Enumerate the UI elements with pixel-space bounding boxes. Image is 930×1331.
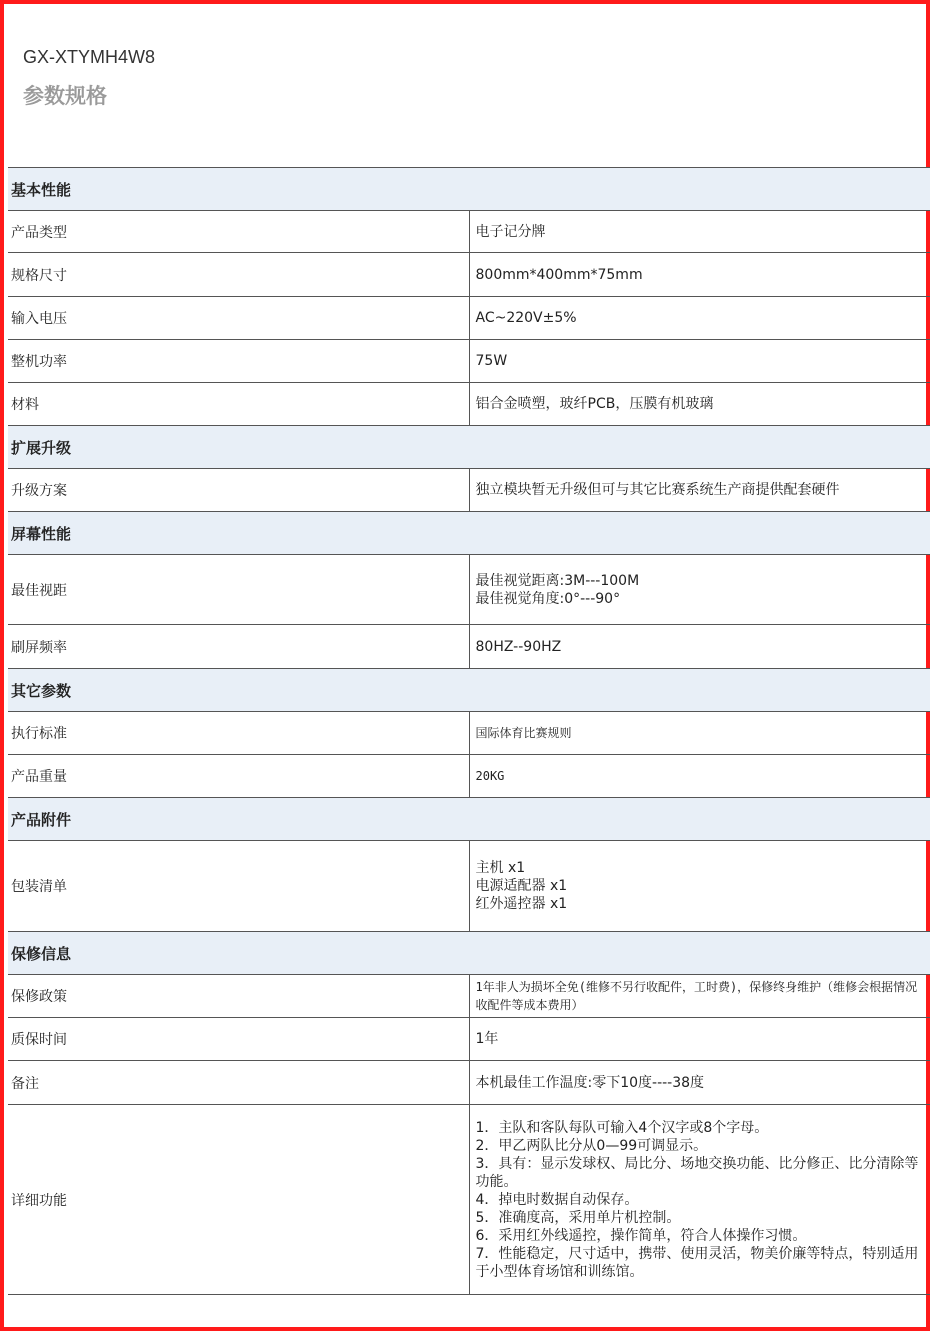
section-title: 屏幕性能 (8, 512, 930, 555)
spec-value-line: 独立模块暂无升级但可与其它比赛系统生产商提供配套硬件 (475, 482, 840, 498)
spec-value (469, 755, 930, 798)
spec-value (469, 712, 930, 755)
spec-value (469, 625, 930, 669)
section-header-row (8, 512, 930, 555)
section-title: 扩展升级 (8, 426, 930, 469)
spec-row (8, 712, 930, 755)
page-title: 参数规格 (23, 84, 107, 108)
spec-value-line: AC~220V±5% (475, 310, 577, 326)
spec-value (469, 1061, 930, 1105)
section-header-row (8, 669, 930, 712)
spec-label: 规格尺寸 (8, 253, 469, 297)
spec-value-line: 最佳视觉距离:3M---100M (475, 572, 640, 589)
spec-value-line: 7．性能稳定，尺寸适中，携带、使用灵活，物美价廉等特点，特别适用于小型体育场馆和训练馆。 (475, 1245, 919, 1280)
section-title: 保修信息 (8, 932, 930, 975)
spec-row (8, 253, 930, 297)
spec-value-line: 3．具有：显示发球权、局比分、场地交换功能、比分修正、比分清除等功能。 (475, 1155, 919, 1190)
spec-label: 质保时间 (8, 1018, 469, 1061)
spec-value-line: 1．主队和客队每队可输入4个汉字或8个字母。 (475, 1119, 769, 1136)
spec-value (469, 340, 930, 383)
spec-value-line: 75W (475, 353, 508, 369)
spec-row (8, 1061, 930, 1105)
spec-value (469, 211, 930, 253)
spec-label: 输入电压 (8, 297, 469, 340)
spec-value-line: 4．掉电时数据自动保存。 (475, 1191, 639, 1208)
spec-value-line: 1年非人为损坏全免(维修不另行收配件，工时费)，保修终身维护（维修会根据情况收配件等成本费用） (475, 980, 918, 1012)
spec-value-line: 电源适配器 x1 (475, 878, 568, 894)
spec-value (469, 297, 930, 340)
spec-row (8, 625, 930, 669)
spec-label: 保修政策 (8, 975, 469, 1018)
spec-value-line: 电子记分牌 (475, 223, 546, 240)
section-header-row (8, 798, 930, 841)
spec-row (8, 755, 930, 798)
spec-label: 备注 (8, 1061, 469, 1105)
spec-label: 最佳视距 (8, 555, 469, 625)
section-header-row (8, 932, 930, 975)
spec-value-line: 80HZ--90HZ (475, 638, 562, 655)
spec-value-line: 铝合金喷塑，玻纤PCB，压膜有机玻璃 (475, 396, 714, 412)
spec-label: 整机功率 (8, 340, 469, 383)
spec-label: 刷屏频率 (8, 625, 469, 669)
spec-row (8, 555, 930, 625)
spec-value (469, 1018, 930, 1061)
spec-row (8, 383, 930, 426)
spec-value (469, 841, 930, 932)
spec-value-line: 红外遥控器 x1 (475, 896, 568, 912)
spec-row (8, 975, 930, 1018)
spec-value-line: 主机 x1 (475, 860, 526, 876)
spec-row (8, 841, 930, 932)
section-header-row (8, 168, 930, 211)
spec-row (8, 211, 930, 253)
spec-label: 产品重量 (8, 755, 469, 798)
section-title: 其它参数 (8, 669, 930, 712)
spec-row (8, 1018, 930, 1061)
spec-value-line: 本机最佳工作温度:零下10度----38度 (475, 1074, 705, 1091)
spec-value-line: 800mm*400mm*75mm (475, 266, 643, 283)
section-title: 产品附件 (8, 798, 930, 841)
spec-label: 材料 (8, 383, 469, 426)
spec-table (8, 167, 930, 1295)
spec-value (469, 253, 930, 297)
spec-value (469, 555, 930, 625)
spec-value (469, 383, 930, 426)
spec-value (469, 1105, 930, 1295)
spec-value-line: 20KG (475, 769, 505, 783)
section-title: 基本性能 (8, 168, 930, 211)
spec-value-line: 5．准确度高，采用单片机控制。 (475, 1209, 681, 1226)
spec-label: 产品类型 (8, 211, 469, 253)
spec-label: 执行标准 (8, 712, 469, 755)
spec-label: 包装清单 (8, 841, 469, 932)
spec-value-line: 6．采用红外线遥控，操作简单，符合人体操作习惯。 (475, 1227, 807, 1244)
spec-value-line: 国际体育比赛规则 (475, 726, 572, 740)
spec-value-line: 2．甲乙两队比分从0—99可调显示。 (475, 1137, 708, 1154)
model-number: GX-XTYMH4W8 (23, 47, 156, 67)
spec-row (8, 297, 930, 340)
section-header-row (8, 426, 930, 469)
spec-value (469, 975, 930, 1018)
spec-row (8, 340, 930, 383)
spec-value-line: 1年 (475, 1031, 499, 1047)
spec-value-line: 最佳视觉角度:0°---90° (475, 590, 621, 607)
spec-value (469, 469, 930, 512)
spec-row (8, 469, 930, 512)
spec-label: 升级方案 (8, 469, 469, 512)
spec-label: 详细功能 (8, 1105, 469, 1295)
spec-row (8, 1105, 930, 1295)
